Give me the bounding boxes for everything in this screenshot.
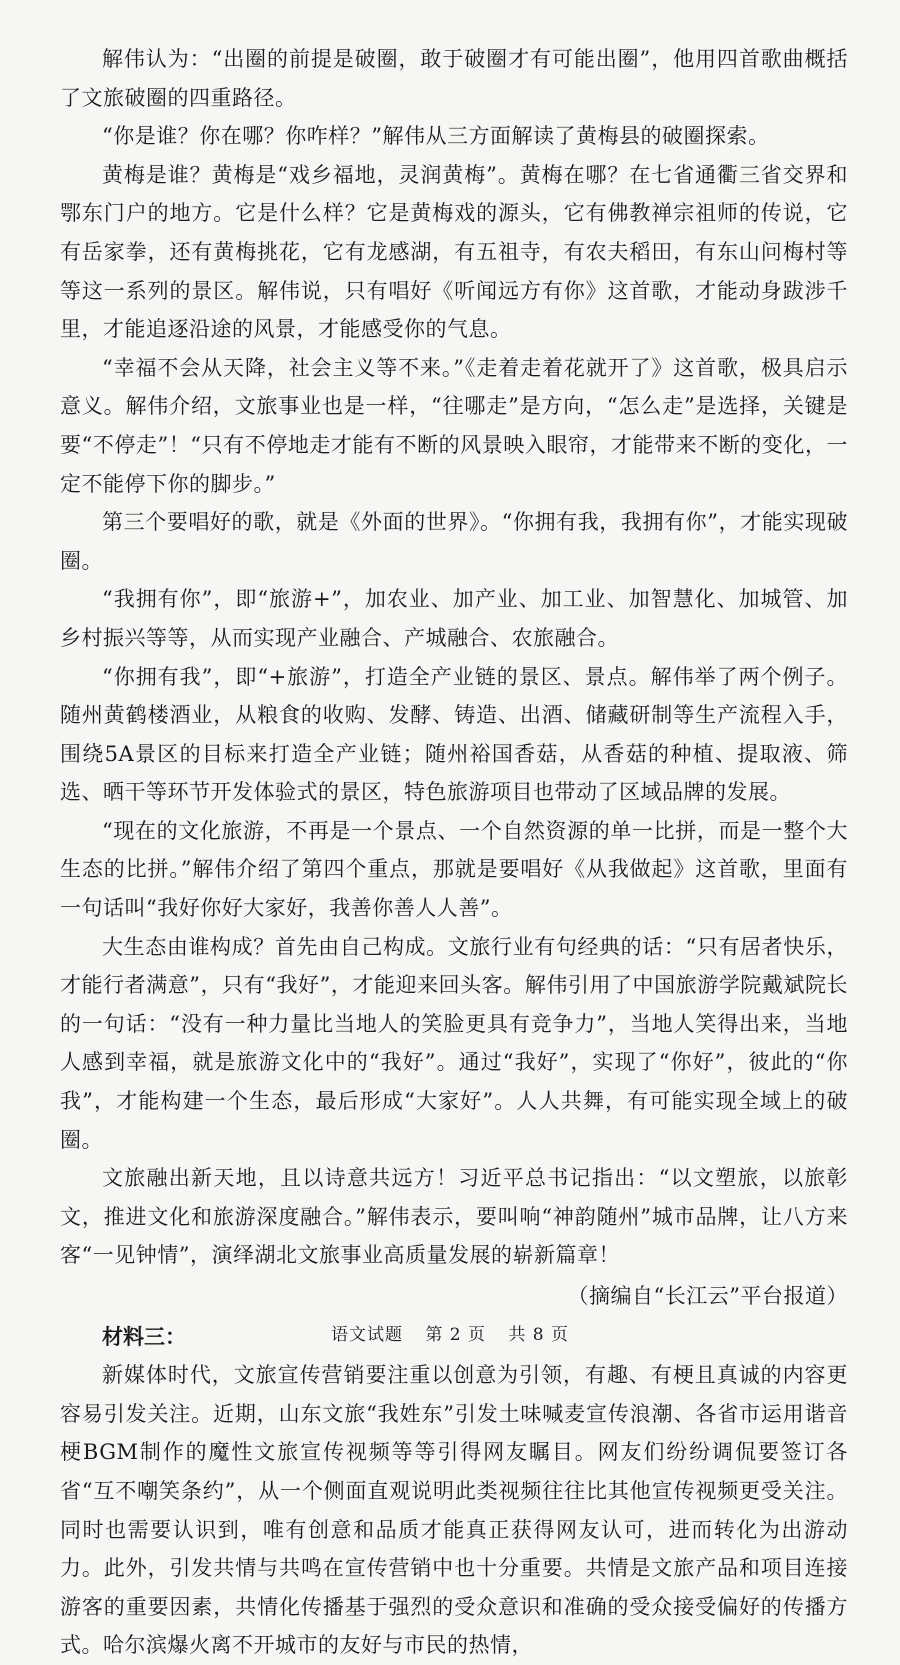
footer-total-pages: 共 8 页: [508, 1325, 570, 1345]
paragraph: “我拥有你”，即“旅游+”，加农业、加产业、加工业、加智慧化、加城管、加乡村振兴等等，从而实现产业融合、产城融合、农旅融合。: [60, 587, 848, 650]
paragraph: 解伟认为：“出圈的前提是破圈，敢于破圈才有可能出圈”，他用四首歌曲概括了文旅破圈的四重路径。: [60, 47, 848, 110]
paragraph: 文旅融出新天地，且以诗意共远方！习近平总书记指出：“以文塑旅，以旅彰文，推进文化和旅游深度融合。”解伟表示，要叫响“神韵随州”城市品牌，让八方来客“一见钟情”，演绎湖北文旅事业高质量发展的崭新篇章！: [60, 1166, 848, 1268]
paragraph: “你是谁？你在哪？你咋样？”解伟从三方面解读了黄梅县的破圈探索。: [102, 124, 770, 149]
paragraph: “幸福不会从天降，社会主义等不来。”《走着走着花就开了》这首歌，极具启示意义。解伟介绍，文旅事业也是一样，“往哪走”是方向，“怎么走”是选择，关键是要“不停走”！“只有不停地走才能有不断的风景映入眼帘，才能带来不断的变化，一定不能停下你的脚步。”: [60, 355, 848, 496]
paragraph: 第三个要唱好的歌，就是《外面的世界》。“你拥有我，我拥有你”，才能实现破圈。: [60, 510, 848, 573]
footer-page-number: 第 2 页: [425, 1325, 486, 1345]
paragraph: 大生态由谁构成？首先由自己构成。文旅行业有句经典的话：“只有居者快乐，才能行者满意”，只有“我好”，才能迎来回头客。解伟引用了中国旅游学院戴斌院长的一句话：“没有一种力量比当地人的笑脸更具有竞争力”，当地人笑得出来，当地人感到幸福，就是旅游文化中的“我好”。通过“我好”，实现了“你好”，彼此的“你我”，才能构建一个生态，最后形成“大家好”。人人共舞，有可能实现全域上的破圈。: [60, 934, 848, 1152]
source-note: （摘编自“长江云”平台报道）: [567, 1284, 848, 1308]
page-footer: [0, 1320, 900, 1345]
paragraph: 黄梅是谁？黄梅是“戏乡福地，灵润黄梅”。黄梅在哪？在七省通衢三省交界和鄂东门户的地方。它是什么样？它是黄梅戏的源头，它有佛教禅宗祖师的传说，它有岳家拳，还有黄梅挑花，它有龙感湖，有五祖寺，有农夫稻田，有东山问梅村等等这一系列的景区。解伟说，只有唱好《听闻远方有你》这首歌，才能动身跋涉千里，才能追逐沿途的风景，才能感受你的气息。: [60, 162, 848, 342]
footer-subject: 语文试题: [330, 1325, 403, 1345]
section-heading: 材料三：: [102, 1324, 186, 1349]
paragraph: “你拥有我”，即“+旅游”，打造全产业链的景区、景点。解伟举了两个例子。随州黄鹤楼酒业，从粮食的收购、发酵、铸造、出酒、储藏研制等生产流程入手，围绕5A景区的目标来打造全产业链；随州裕国香菇，从香菇的种植、提取液、筛选、晒干等环节开发体验式的景区，特色旅游项目也带动了区域品牌的发展。: [60, 664, 848, 805]
paragraph: “现在的文化旅游，不再是一个景点、一个自然资源的单一比拼，而是一整个大生态的比拼。”解伟介绍了第四个重点，那就是要唱好《从我做起》这首歌，里面有一句话叫“我好你好大家好，我善你善人人善”。: [60, 818, 848, 921]
section-paragraph: 新媒体时代，文旅宣传营销要注重以创意为引领，有趣、有梗且真诚的内容更容易引发关注。近期，山东文旅“我姓东”引发土味喊麦宣传浪潮、各省市运用谐音梗BGM制作的魔性文旅宣传视频等等引得网友瞩目。网友们纷纷调侃要签订各省“互不嘲笑条约”，从一个侧面直观说明此类视频往往比其他宣传视频更受关注。同时也需要认识到，唯有创意和品质才能真正获得网友认可，进而转化为出游动力。此外，引发共情与共鸣在宣传营销中也十分重要。共情是文旅产品和项目连接游客的重要因素，共情化传播基于强烈的受众意识和准确的受众接受偏好的传播方式。哈尔滨爆火离不开城市的友好与市民的热情，: [60, 1363, 848, 1658]
